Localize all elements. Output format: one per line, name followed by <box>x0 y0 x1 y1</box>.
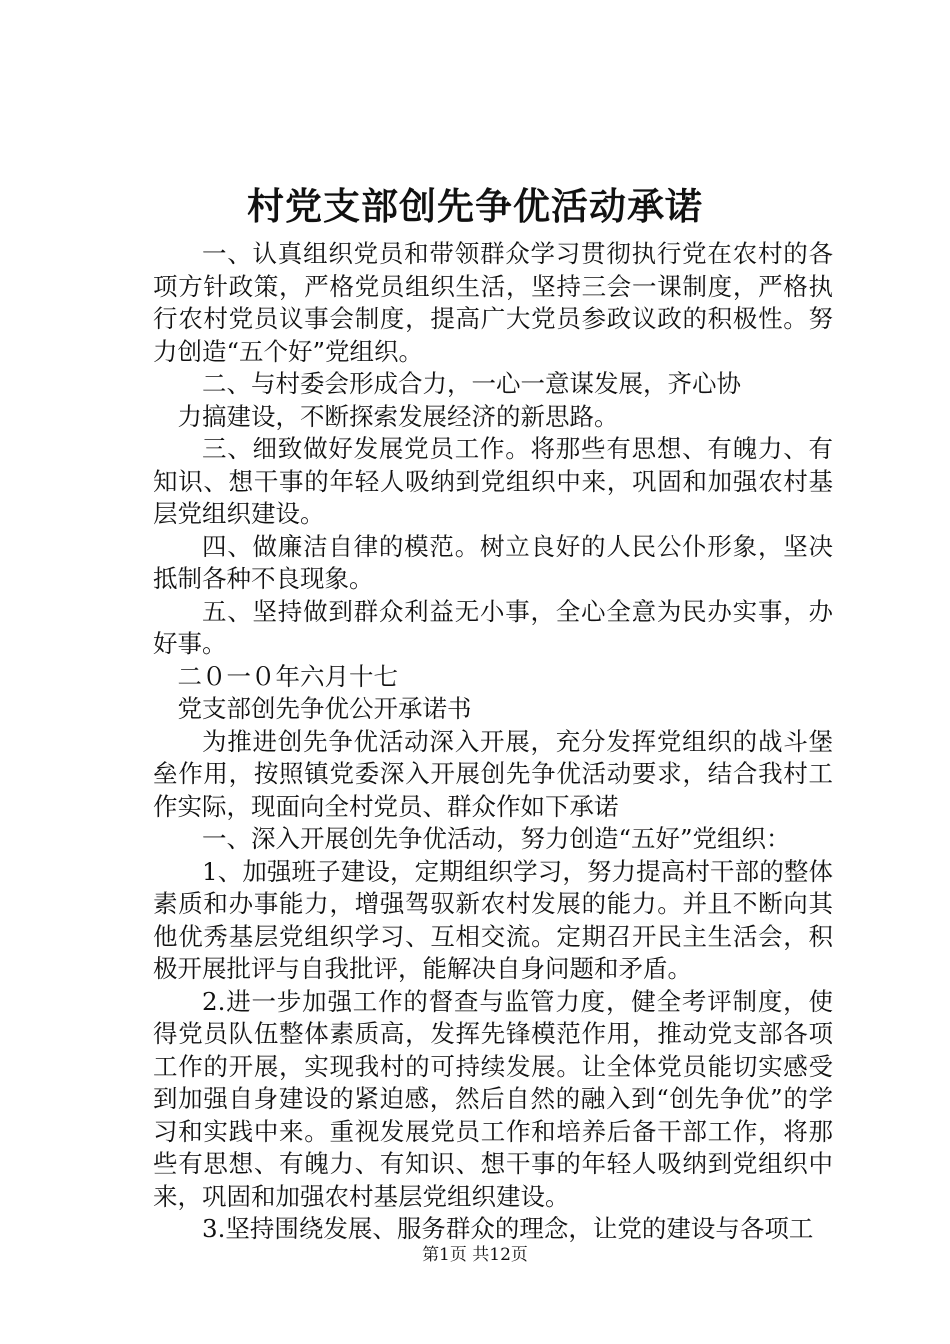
paragraph-item-3: 3.坚持围绕发展、服务群众的理念，让党的建设与各项工 <box>202 1214 814 1243</box>
paragraph-3: 力搞建设，不断探索发展经济的新思路。 <box>177 401 619 431</box>
paragraph-item-2: 2.进一步加强工作的督查与监管力度，健全考评制度，使得党员队伍整体素质高，发挥先锋模范作用，推动党支部各项工作的开展，实现我村的可持续发展。让全体党员能切实感受到加强自身建设的紧迫感，然后自然的融入到“创先争优”的学习和实践中来。重视发展党员工作和培养后备干部工作，将那些有思想、有魄力、有知识、想干事的年轻人吸纳到党组织中来，巩固和加强农村基层党组织建设。 <box>153 986 833 1211</box>
paragraph-1: 一、认真组织党员和带领群众学习贯彻执行党在农村的各项方针政策，严格党员组织生活，坚持三会一课制度，严格执行农村党员议事会制度，提高广大党员参政议政的积极性。努力创造“五个好”党组织。 <box>153 239 833 366</box>
document-body <box>153 238 833 1246</box>
paragraph-intro: 为推进创先争优活动深入开展，充分发挥党组织的战斗堡垒作用，按照镇党委深入开展创先争优活动要求，结合我村工作实际，现面向全村党员、群众作如下承诺 <box>153 726 833 821</box>
document-title: 村党支部创先争优活动承诺 <box>247 184 703 228</box>
page-indicator: 第1页 共12页 <box>422 1245 528 1265</box>
paragraph-4: 三、细致做好发展党员工作。将那些有思想、有魄力、有知识、想干事的年轻人吸纳到党组织中来，巩固和加强农村基层党组织建设。 <box>153 434 833 528</box>
paragraph-6: 五、坚持做到群众利益无小事，全心全意为民办实事，办好事。 <box>153 596 833 658</box>
date-line: 二０一０年六月十七 <box>177 661 398 691</box>
paragraph-item-1: 1、加强班子建设，定期组织学习，努力提高村干部的整体素质和办事能力，增强驾驭新农村发展的能力。并且不断向其他优秀基层党组织学习、互相交流。定期召开民主生活会，积极开展批评与自我批评，能解决自身问题和矛盾。 <box>153 856 833 983</box>
subtitle-line: 党支部创先争优公开承诺书 <box>177 694 472 723</box>
paragraph-5: 四、做廉洁自律的模范。树立良好的人民公仆形象，坚决抵制各种不良现象。 <box>153 531 833 593</box>
paragraph-2: 二、与村委会形成合力，一心一意谋发展，齐心协 <box>202 369 741 398</box>
paragraph-section-1: 一、深入开展创先争优活动，努力创造“五好”党组织： <box>202 824 791 853</box>
